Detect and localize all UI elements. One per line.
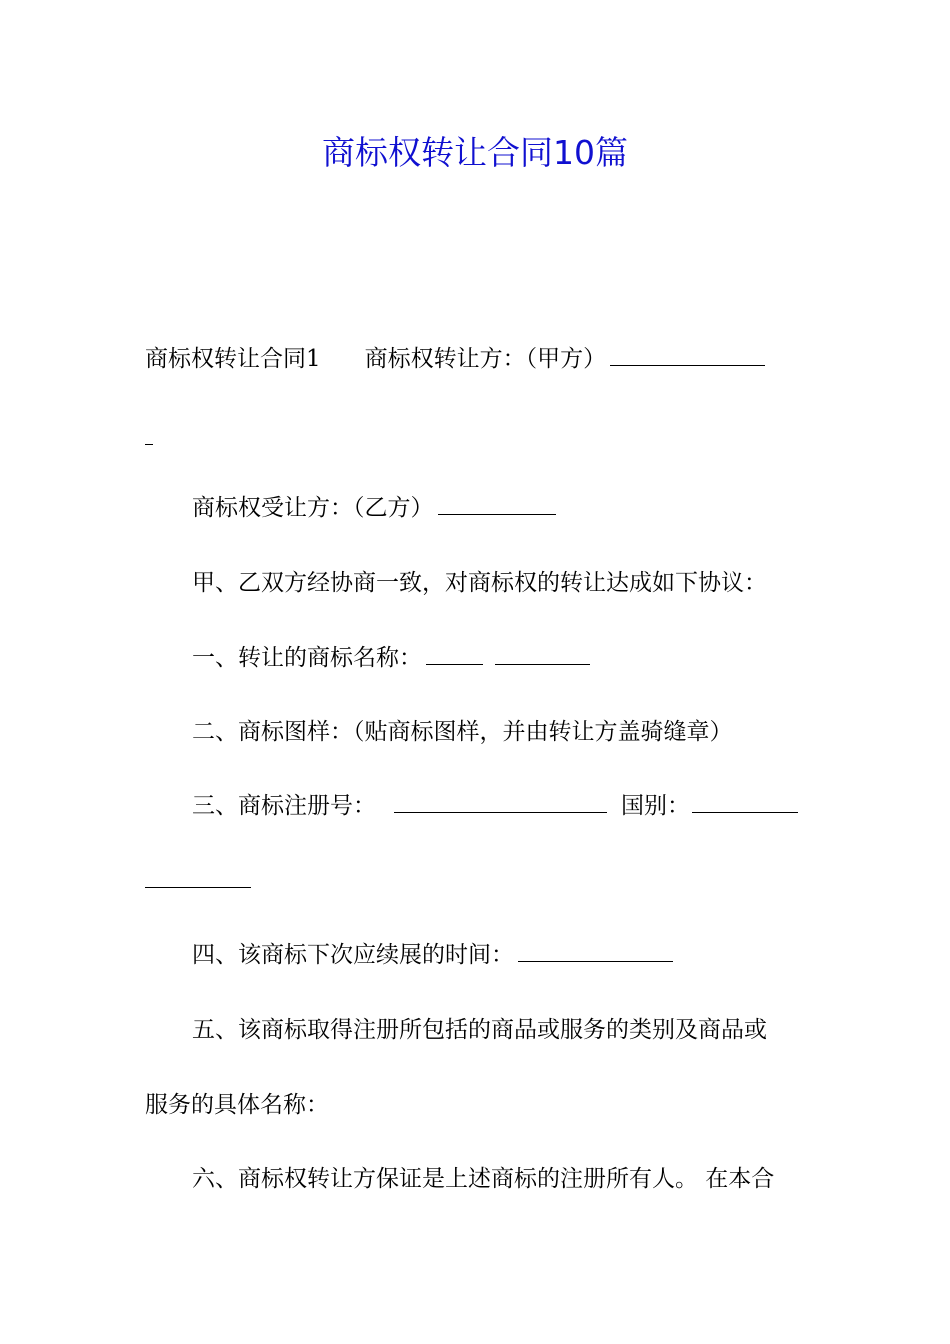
transferor-label: 商标权转让方：（甲方）	[364, 346, 607, 372]
transferee-line	[145, 492, 857, 524]
agreement-intro: 甲、乙双方经协商一致，对商标权的转让达成如下协议：	[192, 570, 767, 596]
country-blank	[692, 792, 798, 813]
country-label: 国别：	[621, 793, 690, 819]
registration-number-blank	[394, 792, 607, 813]
clause-4	[145, 939, 857, 971]
clause-5-line-2: 服务的具体名称：	[145, 1092, 329, 1118]
blank-continuation	[145, 424, 153, 445]
country-blank-2	[145, 867, 251, 888]
transferor-blank-continued	[145, 422, 810, 454]
country-blank-continued	[145, 865, 810, 897]
document-title: 商标权转让合同10篇	[322, 133, 628, 172]
clause-1-label: 一、转让的商标名称：	[192, 645, 422, 671]
clause-1	[145, 642, 857, 674]
clause-3-label: 三、商标注册号：	[192, 793, 376, 819]
clause-3	[145, 790, 857, 822]
renewal-time-blank	[518, 941, 673, 962]
transferee-blank	[438, 494, 556, 515]
trademark-name-blank-1	[426, 644, 483, 665]
transferor-blank	[610, 345, 765, 366]
clause-2: 二、商标图样：（贴商标图样，并由转让方盖骑缝章）	[192, 719, 733, 745]
clause-4-label: 四、该商标下次应续展的时间：	[192, 942, 514, 968]
contract-number: 商标权转让合同1	[145, 346, 321, 372]
transferee-label: 商标权受让方：（乙方）	[192, 495, 434, 521]
trademark-name-blank-2	[495, 644, 590, 665]
clause-5-line-1: 五、该商标取得注册所包括的商品或服务的类别及商品或	[192, 1017, 767, 1043]
contract-heading-line	[145, 343, 810, 375]
clause-6: 六、商标权转让方保证是上述商标的注册所有人。 在本合	[192, 1166, 775, 1192]
